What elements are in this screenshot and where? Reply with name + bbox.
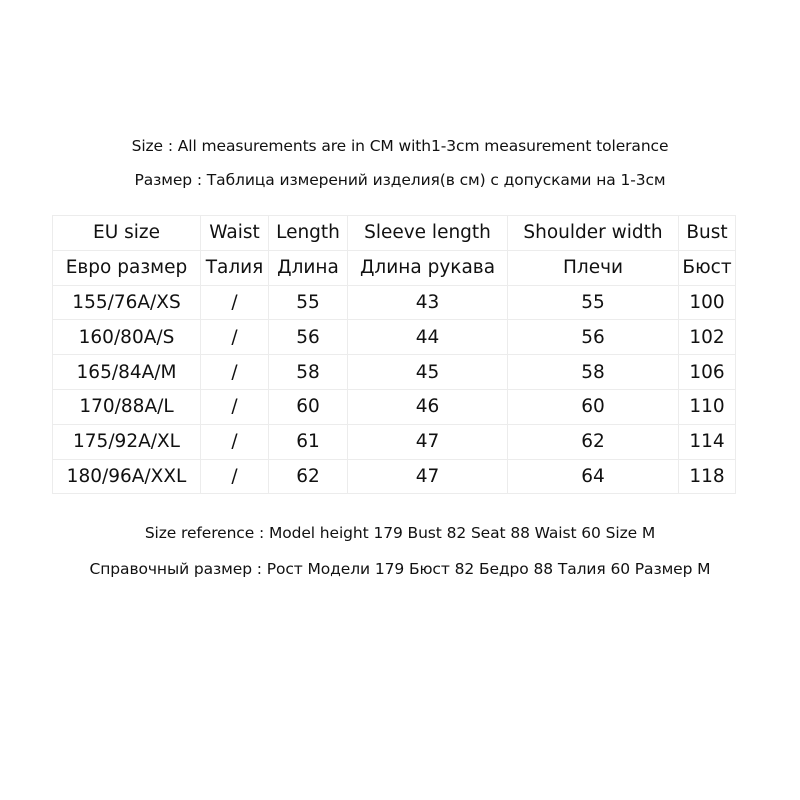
cell-sleeve-length: 45 xyxy=(348,355,508,390)
cell-bust: 102 xyxy=(679,320,736,355)
header-waist-ru: Талия xyxy=(201,250,269,285)
cell-sleeve-length: 43 xyxy=(348,285,508,320)
table-row xyxy=(53,389,736,424)
header-shoulder-width-ru: Плечи xyxy=(508,250,679,285)
table-row xyxy=(53,320,736,355)
cell-waist: / xyxy=(201,424,269,459)
header-bust: Bust xyxy=(679,216,736,251)
cell-shoulder-width: 62 xyxy=(508,424,679,459)
cell-eu-size: 165/84A/M xyxy=(53,355,201,390)
cell-bust: 106 xyxy=(679,355,736,390)
cell-eu-size: 175/92A/XL xyxy=(53,424,201,459)
cell-sleeve-length: 46 xyxy=(348,389,508,424)
size-reference-russian: Справочный размер : Рост Модели 179 Бюст 82 Бедро 88 Талия 60 Размер M xyxy=(89,560,711,578)
cell-bust: 100 xyxy=(679,285,736,320)
cell-eu-size: 170/88A/L xyxy=(53,389,201,424)
table-row xyxy=(53,424,736,459)
header-shoulder-width: Shoulder width xyxy=(508,216,679,251)
cell-length: 56 xyxy=(269,320,348,355)
header-bust-ru: Бюст xyxy=(679,250,736,285)
cell-waist: / xyxy=(201,285,269,320)
cell-shoulder-width: 58 xyxy=(508,355,679,390)
table-row xyxy=(53,355,736,390)
cell-shoulder-width: 55 xyxy=(508,285,679,320)
header-length-ru: Длина xyxy=(269,250,348,285)
cell-length: 61 xyxy=(269,424,348,459)
cell-bust: 118 xyxy=(679,459,736,494)
cell-sleeve-length: 47 xyxy=(348,459,508,494)
header-eu-size: EU size xyxy=(53,216,201,251)
measurement-note-russian: Размер : Таблица измерений изделия(в см) с допусками на 1-3см xyxy=(134,171,666,189)
measurement-note-english: Size : All measurements are in CM with1-3cm measurement tolerance xyxy=(131,137,669,155)
cell-eu-size: 180/96A/XXL xyxy=(53,459,201,494)
header-sleeve-length: Sleeve length xyxy=(348,216,508,251)
header-length: Length xyxy=(269,216,348,251)
header-row-english xyxy=(53,216,736,251)
cell-shoulder-width: 56 xyxy=(508,320,679,355)
header-row-russian xyxy=(53,250,736,285)
table-row xyxy=(53,459,736,494)
cell-shoulder-width: 64 xyxy=(508,459,679,494)
cell-sleeve-length: 47 xyxy=(348,424,508,459)
cell-length: 55 xyxy=(269,285,348,320)
cell-bust: 114 xyxy=(679,424,736,459)
cell-waist: / xyxy=(201,459,269,494)
cell-waist: / xyxy=(201,320,269,355)
cell-eu-size: 160/80A/S xyxy=(53,320,201,355)
size-reference-english: Size reference : Model height 179 Bust 82 Seat 88 Waist 60 Size M xyxy=(144,524,656,542)
cell-length: 60 xyxy=(269,389,348,424)
table-row xyxy=(53,285,736,320)
cell-bust: 110 xyxy=(679,389,736,424)
cell-length: 62 xyxy=(269,459,348,494)
cell-length: 58 xyxy=(269,355,348,390)
cell-sleeve-length: 44 xyxy=(348,320,508,355)
cell-waist: / xyxy=(201,355,269,390)
cell-eu-size: 155/76A/XS xyxy=(53,285,201,320)
header-waist: Waist xyxy=(201,216,269,251)
cell-waist: / xyxy=(201,389,269,424)
size-chart-table xyxy=(52,215,736,494)
header-sleeve-length-ru: Длина рукава xyxy=(348,250,508,285)
cell-shoulder-width: 60 xyxy=(508,389,679,424)
header-eu-size-ru: Евро размер xyxy=(53,250,201,285)
